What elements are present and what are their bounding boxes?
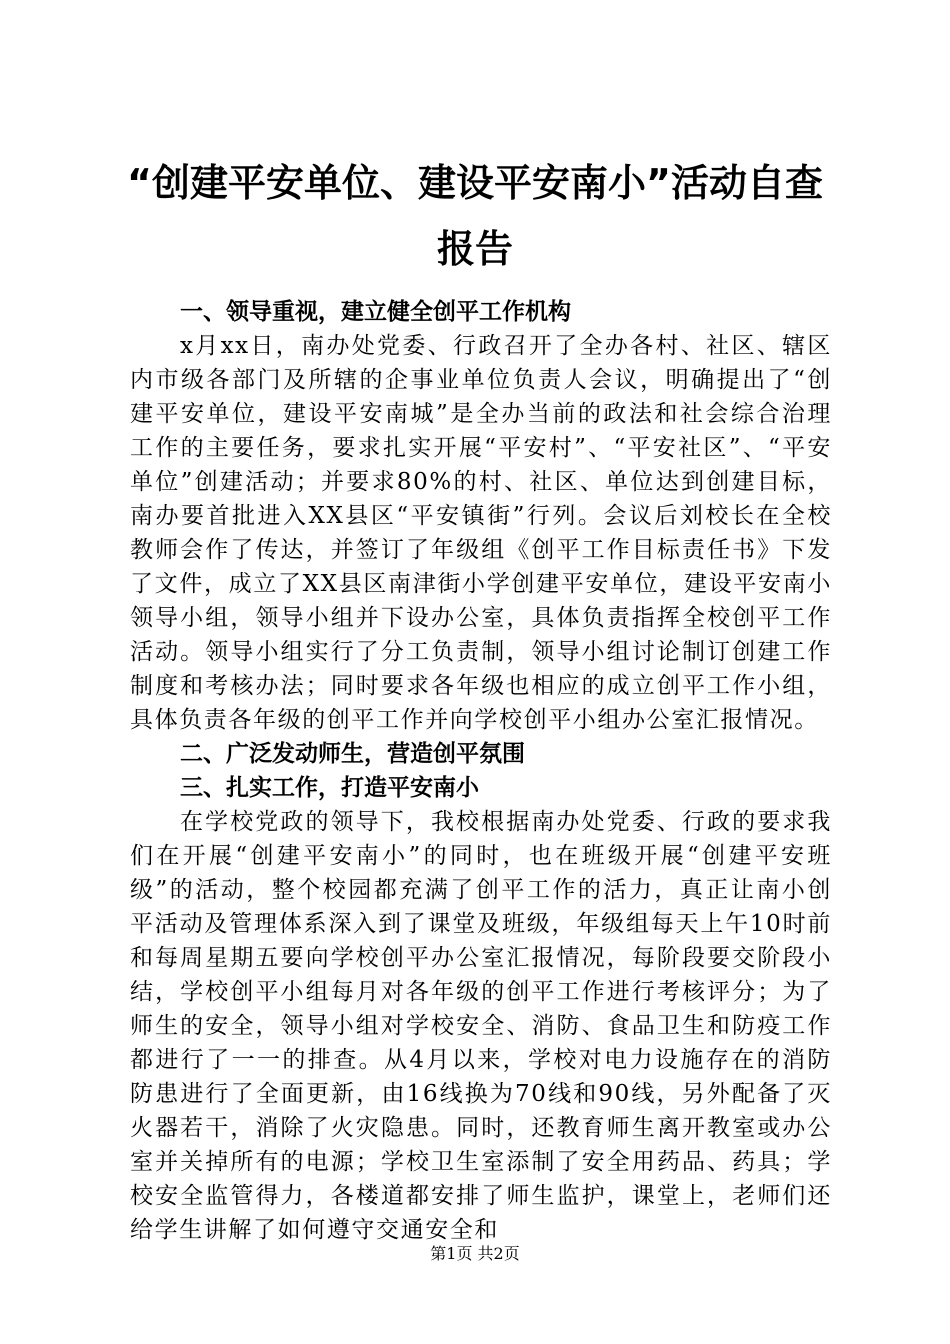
document-title: “创建平安单位、建设平安南小”活动自查报告 — [127, 161, 823, 271]
section-paragraph-1: x月xx日，南办处党委、行政召开了全办各村、社区、辖区内市级各部门及所辖的企事业单位负责人会议，明确提出了“创建平安单位，建设平安南城”是全办当前的政法和社会综合治理工作的主要任务，要求扎实开展“平安村”、“平安社区”、“平安单位”创建活动；并要求80%的村、社区、单位达到创建目标，南办要首批进入XX县区“平安镇街”行列。会议后刘校长在全校教师会作了传达，并签订了年级组《创平工作目标责任书》下发了文件，成立了XX县区南津街小学创建平安单位，建设平安南小领导小组，领导小组并下设办公室，具体负责指挥全校创平工作活动。领导小组实行了分工负责制，领导小组讨论制订创建工作制度和考核办法；同时要求各年级也相应的成立创平工作小组，具体负责各年级的创平工作并向学校创平小组办公室汇报情况。 — [130, 333, 832, 733]
section-paragraph-3: 在学校党政的领导下，我校根据南办处党委、行政的要求我们在开展“创建平安南小”的同时，也在班级开展“创建平安班级”的活动，整个校园都充满了创平工作的活力，真正让南小创平活动及管理体系深入到了课堂及班级，年级组每天上午10时前和每周星期五要向学校创平办公室汇报情况，每阶段要交阶段小结，学校创平小组每月对各年级的创平工作进行考核评分；为了师生的安全，领导小组对学校安全、消防、食品卫生和防疫工作都进行了一一的排查。从4月以来，学校对电力设施存在的消防防患进行了全面更新，由16线换为70线和90线，另外配备了灭火器若干，消除了火灾隐患。同时，还教育师生离开教室或办公室并关掉所有的电源；学校卫生室添制了安全用药品、药具；学校安全监管得力，各楼道都安排了师生监护，课堂上，老师们还给学生讲解了如何遵守交通安全和 — [130, 809, 832, 1243]
document-body — [130, 295, 832, 1247]
section-heading-1: 一、领导重视，建立健全创平工作机构 — [180, 299, 571, 325]
section-heading-2: 二、广泛发动师生，营造创平氛围 — [180, 741, 525, 767]
page-number-footer: 第1页 共2页 — [430, 1244, 520, 1263]
section-heading-3: 三、扎实工作，打造平安南小 — [180, 775, 479, 801]
